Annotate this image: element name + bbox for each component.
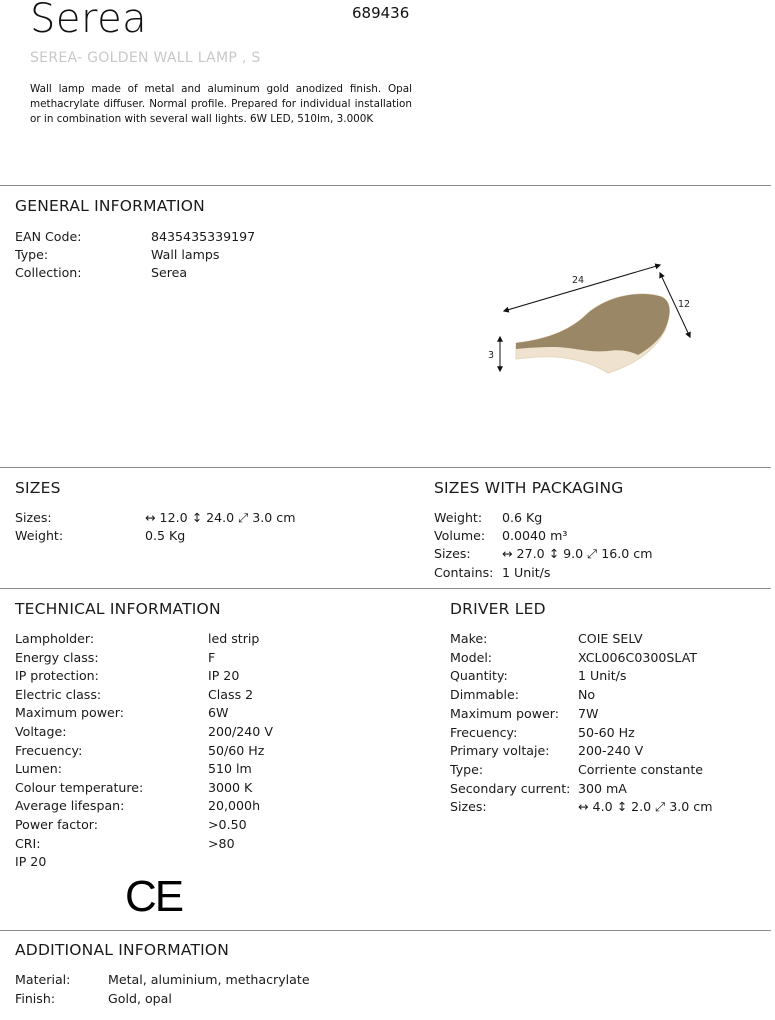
technical-heading: TECHNICAL INFORMATION (15, 600, 221, 618)
row-value: Corriente constante (578, 761, 704, 777)
row-value: 510 lm (208, 761, 252, 777)
product-code: 689436 (352, 4, 410, 22)
row-value: Metal, aluminium, methacrylate (108, 972, 310, 987)
row-value: 50-60 Hz (578, 724, 635, 740)
row-value: >80 (208, 835, 235, 851)
row-label: CRI: (15, 835, 41, 851)
row-value: No (578, 687, 596, 703)
divider (0, 467, 771, 468)
row-value: Wall lamps (151, 247, 220, 262)
row-label: Secondary current: (450, 780, 571, 796)
row-label: Material: (15, 972, 71, 987)
row-label: Power factor: (15, 817, 98, 832)
row-label: Electric class: (15, 686, 102, 702)
general-heading: GENERAL INFORMATION (15, 197, 205, 215)
sizes-heading: SIZES (15, 479, 61, 497)
row-label: Volume: (434, 528, 486, 543)
depth-label: 12 (678, 299, 691, 310)
row-label: Collection: (15, 265, 82, 280)
row-value: 3000 K (208, 779, 253, 795)
row-value: Class 2 (208, 686, 254, 702)
divider (0, 930, 771, 931)
row-value: 1 Unit/s (578, 668, 627, 684)
row-label: Lampholder: (15, 631, 95, 646)
row-value: led strip (208, 631, 260, 646)
row-label: Model: (450, 649, 493, 665)
additional-heading: ADDITIONAL INFORMATION (15, 941, 230, 959)
product-subtitle: SEREA- GOLDEN WALL LAMP , S (30, 50, 261, 66)
ce-mark: CE (125, 872, 183, 921)
lamp-top (516, 294, 669, 355)
row-label: Type: (15, 247, 49, 262)
row-label: Sizes: (434, 546, 471, 561)
row-label: Lumen: (15, 761, 63, 777)
row-value: 200/240 V (208, 724, 273, 739)
row-value: ↔ 27.0 ↕ 9.0 ⤢ 16.0 cm (502, 546, 653, 561)
row-label: Quantity: (450, 668, 508, 684)
divider (0, 588, 771, 589)
row-label: Sizes: (15, 510, 52, 525)
row-label: IP protection: (15, 668, 99, 684)
row-value: ↔ 4.0 ↕ 2.0 ⤢ 3.0 cm (578, 799, 713, 815)
ip-rating-note: IP 20 (15, 854, 47, 869)
row-value: 0.6 Kg (502, 510, 543, 525)
row-label: Type: (450, 761, 484, 777)
product-dimension-drawing (480, 255, 700, 385)
packaging-heading: SIZES WITH PACKAGING (434, 479, 624, 497)
row-value: >0.50 (208, 817, 247, 832)
row-value: ↔ 12.0 ↕ 24.0 ⤢ 3.0 cm (145, 510, 296, 525)
row-value: Gold, opal (108, 991, 172, 1006)
row-label: Maximum power: (15, 705, 125, 721)
row-value: XCL006C0300SLAT (578, 649, 698, 665)
row-label: Colour temperature: (15, 779, 144, 795)
row-value: F (208, 649, 216, 665)
row-value: 7W (578, 705, 599, 721)
width-label: 24 (572, 275, 585, 286)
row-label: Voltage: (15, 724, 67, 739)
product-title: Serea (30, 0, 148, 42)
row-label: Weight: (434, 510, 483, 525)
row-label: Make: (450, 631, 488, 646)
row-label: Frecuency: (450, 724, 518, 740)
product-description: Wall lamp made of metal and aluminum gold anodized finish. Opal methacrylate diffuser. Normal profile. Prepared for individual installation or in combination with several wall lights. 6W LED, 510lm, 3.000K (30, 83, 412, 125)
row-label: Energy class: (15, 649, 99, 665)
row-label: Sizes: (450, 799, 487, 815)
row-value: 0.5 Kg (145, 528, 186, 543)
row-value: 300 mA (578, 780, 627, 796)
row-value: 8435435339197 (151, 229, 256, 244)
row-value: 20,000h (208, 798, 261, 814)
row-label: Finish: (15, 991, 56, 1006)
row-value: 1 Unit/s (502, 565, 551, 580)
row-value: 0.0040 m³ (502, 528, 568, 543)
row-value: 200-240 V (578, 743, 644, 759)
height-label: 3 (488, 350, 495, 361)
row-label: Weight: (15, 528, 64, 543)
row-label: Average lifespan: (15, 798, 125, 814)
row-label: Maximum power: (450, 705, 560, 721)
row-value: Serea (151, 265, 188, 280)
divider (0, 185, 771, 186)
row-label: Contains: (434, 565, 494, 580)
row-label: Primary voltaje: (450, 743, 550, 759)
driver-heading: DRIVER LED (450, 600, 546, 618)
row-label: Dimmable: (450, 687, 519, 703)
row-value: 50/60 Hz (208, 742, 265, 758)
row-value: COIE SELV (578, 631, 643, 646)
row-value: IP 20 (208, 668, 240, 684)
row-value: 6W (208, 705, 229, 721)
row-label: EAN Code: (15, 229, 82, 244)
row-label: Frecuency: (15, 742, 83, 758)
